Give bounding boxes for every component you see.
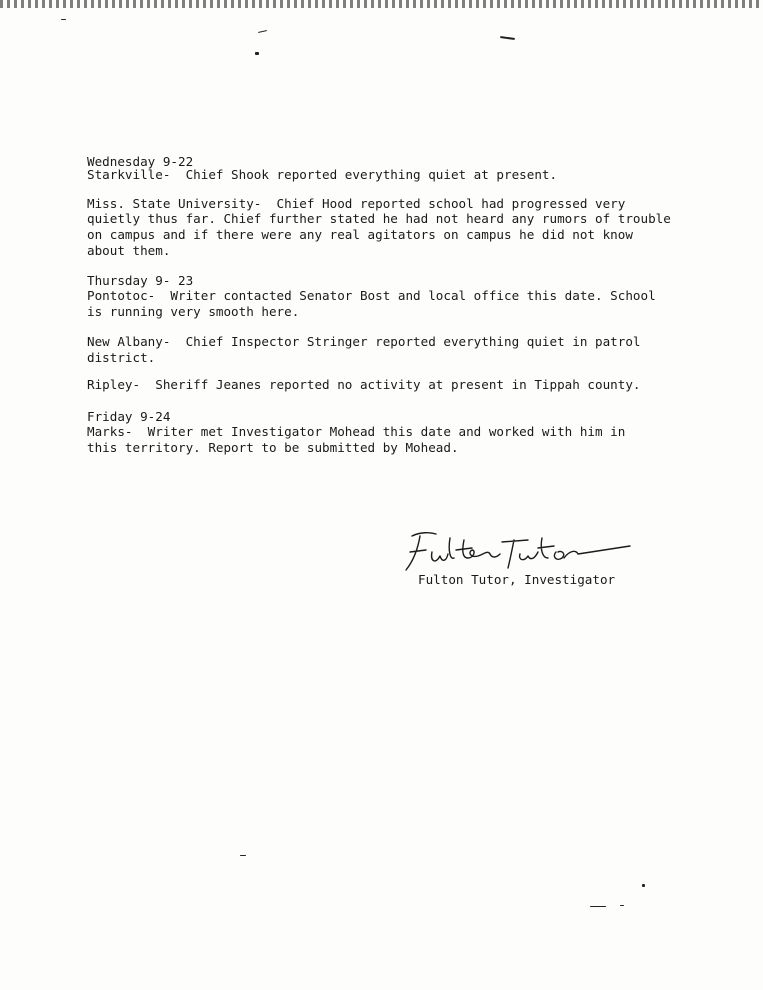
page-top-edge — [0, 0, 763, 8]
report-line: Marks- Writer met Investigator Mohead this date and worked with him in — [87, 424, 626, 439]
report-line: is running very smooth here. — [87, 304, 300, 319]
scan-speck — [258, 30, 267, 33]
report-line: New Albany- Chief Inspector Stringer reported everything quiet in patrol — [87, 334, 641, 349]
scan-speck — [620, 905, 624, 906]
date-heading-thursday: Thursday 9- 23 — [87, 273, 194, 288]
report-line: Ripley- Sheriff Jeanes reported no activity at present in Tippah county. — [87, 377, 641, 392]
report-line: about them. — [87, 243, 171, 258]
report-line: district. — [87, 350, 156, 365]
date-heading-friday: Friday 9-24 — [87, 409, 171, 424]
scan-speck — [255, 52, 259, 55]
report-line: this territory. Report to be submitted by Mohead. — [87, 440, 459, 455]
scan-speck — [240, 855, 246, 856]
report-line: Pontotoc- Writer contacted Senator Bost and local office this date. School — [87, 288, 656, 303]
scan-speck — [590, 906, 606, 907]
report-line: Miss. State University- Chief Hood reported school had progressed very — [87, 196, 626, 211]
report-line: quietly thus far. Chief further stated he had not heard any rumors of trouble — [87, 211, 671, 226]
date-heading-wednesday: Wednesday 9-22 — [87, 154, 194, 169]
signature-caption: Fulton Tutor, Investigator — [418, 572, 616, 587]
scan-speck — [61, 19, 66, 20]
report-line: on campus and if there were any real agitators on campus he did not know — [87, 227, 633, 242]
scan-speck — [642, 884, 645, 887]
report-line: Starkville- Chief Shook reported everything quiet at present. — [87, 167, 558, 182]
scan-speck — [500, 36, 515, 40]
